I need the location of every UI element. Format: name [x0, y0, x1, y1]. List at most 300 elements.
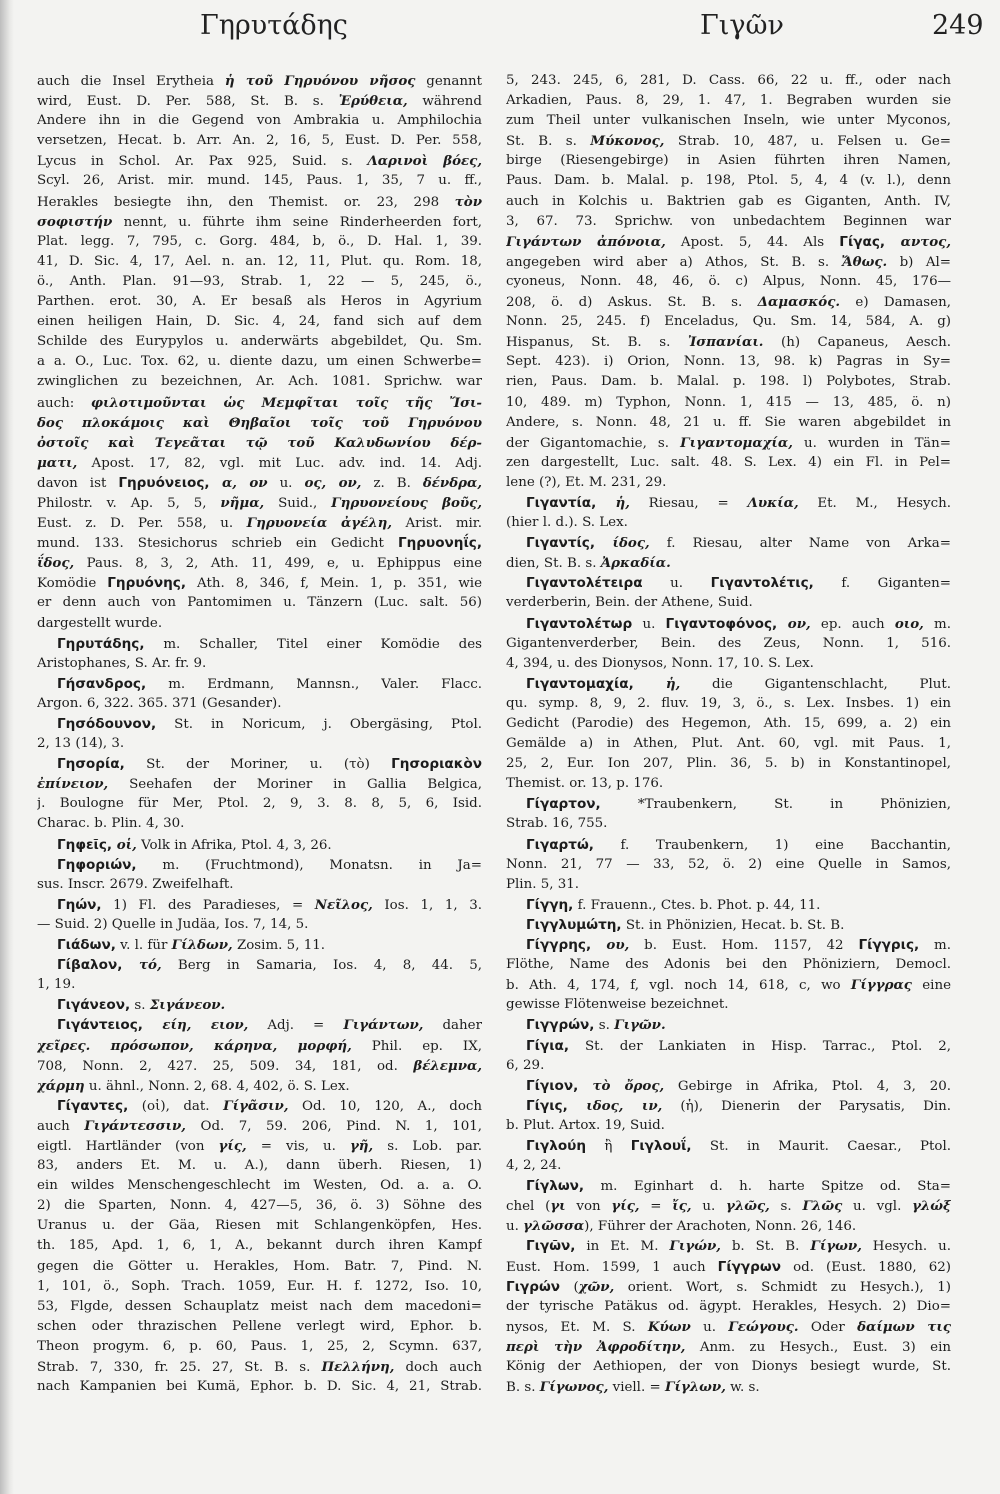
- headword: Γηών,: [57, 896, 102, 913]
- body-text: Od. 10, 120, A., doch: [288, 1098, 482, 1114]
- body-text: ein wildes Menschengeschlecht im Westen, Od. a. a. O.: [37, 1178, 482, 1194]
- entry-start-line: [506, 573, 951, 593]
- entry-start-line: [506, 1096, 951, 1116]
- greek-citation: Πελλήνη,: [321, 1359, 395, 1375]
- entry-start-line: [506, 533, 951, 553]
- text-line: [506, 694, 951, 714]
- text-line: [506, 1116, 951, 1136]
- body-text: u. vgl.: [842, 1199, 913, 1215]
- entry-start-line: [506, 1236, 951, 1256]
- entry-start-line: [37, 955, 482, 975]
- body-text: u.: [506, 1219, 524, 1235]
- text-line: [506, 192, 951, 212]
- greek-citation: δαίμων τις: [857, 1318, 951, 1335]
- body-text: Volk in Afrika, Ptol. 4, 3, 26.: [136, 837, 332, 853]
- text-line: [37, 312, 482, 332]
- entry-start-line: [506, 1136, 951, 1156]
- text-line: [37, 1337, 482, 1357]
- text-line: [506, 212, 951, 232]
- headword: Γιγῶν,: [526, 1238, 576, 1255]
- text-line: [37, 272, 482, 292]
- text-line: [37, 1257, 482, 1277]
- text-line: [506, 292, 951, 312]
- headword: Γίγγη,: [526, 896, 574, 913]
- greek-citation: ἡ,: [633, 675, 681, 692]
- headword: Γίγια,: [526, 1037, 570, 1054]
- text-line: [37, 553, 482, 573]
- headword: Γησορία,: [57, 756, 125, 773]
- body-text: Nonn. 21, 77 — 33, 52, ö. 2) eine Quelle in Samos,: [506, 856, 951, 872]
- body-text: birge (Riesengebirge) in Asien führten ihren Namen,: [506, 153, 951, 169]
- body-text: m. Eginhart d. h. harte Spitze od. Sta=: [584, 1179, 951, 1195]
- left-column: [37, 71, 482, 1397]
- body-text: od. (Eust. 1880, 62): [780, 1259, 951, 1275]
- headword: Γίγγρης,: [526, 937, 592, 954]
- body-text: 2, 13 (14), 3.: [37, 736, 125, 752]
- body-text: Scyl. 26, Arist. mir. mund. 145, Paus. 1, 35, 7 u. ff.,: [37, 173, 482, 189]
- entry-start-line: [37, 754, 482, 774]
- body-text: Arkadien, Paus. 8, 29, 1. 47, 1. Begraben wurden sie: [506, 93, 951, 109]
- text-line: [37, 131, 482, 151]
- body-text: chel (: [506, 1199, 551, 1215]
- greek-citation: Νεῖλος,: [314, 896, 373, 913]
- headword: Γησόδουνον,: [57, 716, 157, 732]
- greek-citation: Γίγᾶσιν,: [223, 1097, 289, 1114]
- body-text: 10, 489. m) Typhon, Nonn. 1, 415 — 13, 485, ö. n): [506, 394, 951, 410]
- body-text: Uranus u. der Gäa, Riesen mit Schlangenköpfen, Hes.: [37, 1218, 482, 1234]
- text-line: [37, 1136, 482, 1156]
- body-text: Nonn. 25, 245. f) Enceladus, Qu. Sm. 14, 584, A. g): [506, 314, 951, 330]
- text-line: [506, 272, 951, 292]
- text-line: [37, 393, 482, 413]
- text-line: [506, 372, 951, 392]
- text-line: [506, 1156, 951, 1176]
- body-text: Berg in Samaria, Ios. 4, 8, 44. 5,: [161, 958, 482, 974]
- entry-start-line: [506, 1076, 951, 1096]
- greek-citation: Γίγωνος,: [539, 1379, 609, 1396]
- text-line: [37, 593, 482, 613]
- text-line: [506, 1056, 951, 1076]
- body-text: 4, 2, 24.: [506, 1158, 562, 1174]
- text-line: [506, 814, 951, 834]
- body-text: Plat. legg. 7, 795, c. Gorg. 484, b, ö., D. Hal. 1, 39.: [37, 233, 482, 249]
- text-line: [37, 814, 482, 834]
- body-text: m.: [919, 938, 951, 954]
- text-line: [506, 433, 951, 453]
- body-text: s. Lob. par.: [373, 1138, 482, 1154]
- body-text: Zosim. 5, 11.: [232, 938, 326, 954]
- greek-citation: ίδος,: [595, 535, 650, 552]
- text-line: [506, 975, 951, 995]
- headword: Γηφεῖς,: [57, 836, 113, 853]
- entry-start-line: [506, 493, 951, 513]
- text-line: [506, 513, 951, 533]
- headword: Γησοριακὸν: [391, 756, 482, 773]
- greek-citation: ου,: [591, 937, 630, 954]
- greek-citation: γλώξ: [912, 1198, 951, 1215]
- entry-start-line: [506, 614, 951, 634]
- greek-citation: Γίλδων,: [171, 937, 233, 954]
- body-text: der tyrische Patäkus od. ägypt. Herakles, Hesych. 2) Dio=: [506, 1298, 951, 1314]
- headword: Γήσανδρος,: [57, 675, 147, 692]
- body-text: St. in Maurit. Caesar., Ptol.: [691, 1138, 951, 1154]
- body-text: Schilde des Eurypylos u. anderwärts abgebildet, Qu. Sm.: [37, 334, 482, 350]
- body-text: 1, 101, ö., Soph. Trach. 1059, Eur. H. f. 1272, Iso. 10,: [37, 1278, 482, 1294]
- body-text: Oder: [798, 1319, 858, 1335]
- body-text: von: [565, 1199, 612, 1215]
- body-text: Gedicht (Parodie) des Hegemon, Ath. 15, 699, a. 2) ein: [506, 716, 951, 731]
- body-text: Adj. =: [248, 1018, 344, 1034]
- body-text: Gigantenverderber, Bein. des Zeus, Nonn. 1, 516.: [506, 635, 951, 651]
- entry-start-line: [37, 1015, 482, 1035]
- body-text: s.: [769, 1199, 803, 1215]
- text-line: [506, 634, 951, 654]
- body-text: b. Plut. Artox. 19, Suid.: [506, 1117, 665, 1133]
- body-text: w. s.: [725, 1380, 760, 1396]
- text-line: [37, 212, 482, 232]
- greek-citation: γλῶς,: [725, 1198, 770, 1215]
- body-text: Phil. ep. IX,: [351, 1038, 482, 1054]
- text-line: [506, 151, 951, 171]
- greek-citation: Δαμασκός.: [757, 294, 841, 311]
- body-text: einen heiligen Hain, D. Sic. 4, 24, fand sich auf dem: [37, 314, 482, 330]
- body-text: 83, anders Et. M. u. A.), dann überh. Riesen, 1): [37, 1158, 482, 1174]
- body-text: Plin. 5, 31.: [506, 876, 580, 892]
- text-line: [37, 1236, 482, 1256]
- greek-citation: Ἀρκαδία.: [600, 555, 671, 572]
- body-text: der Gigantomachie, s.: [506, 435, 681, 451]
- text-line: [506, 111, 951, 131]
- text-line: [506, 232, 951, 252]
- greek-citation: σοφιστήν: [37, 213, 113, 230]
- entry-start-line: [506, 1176, 951, 1196]
- text-line: [37, 1357, 482, 1377]
- headword: Γηρυτάδης,: [57, 635, 145, 652]
- headword: Γίγιον,: [526, 1077, 579, 1094]
- body-text: sus. Inscr. 2679. Zweifelhaft.: [37, 876, 234, 892]
- greek-citation: ον,: [777, 615, 811, 632]
- text-line: [506, 1337, 951, 1357]
- text-line: [37, 1036, 482, 1056]
- body-text: verderberin, Bein. der Athene, Suid.: [506, 595, 753, 611]
- page-header: [0, 4, 1000, 54]
- body-text: die Gigantenschlacht, Plut.: [680, 676, 951, 692]
- body-text: m. Erdmann, Mannsn., Valer. Flacc.: [146, 676, 482, 692]
- headword: Γιγαντολέτωρ: [526, 615, 633, 632]
- body-text: rien, Paus. Dam. b. Malal. p. 198. l) Polybotes, Strab.: [506, 374, 951, 390]
- body-text: ö., Anth. Plan. 91—93, Strab. 1, 22 — 5, 245, ö.,: [37, 273, 482, 289]
- greek-citation: Κύων: [647, 1318, 691, 1335]
- greek-citation: Λαρινοὶ βόες,: [367, 153, 482, 170]
- body-text: (h) Capaneus, Aesch.: [763, 335, 951, 351]
- body-text: ep. auch: [810, 616, 895, 632]
- headword: Γιγγλυμώτη,: [526, 916, 622, 933]
- text-line: [37, 151, 482, 171]
- body-text: u. wurden in Tän=: [792, 435, 951, 451]
- body-text: Ios. 1, 1, 3.: [372, 897, 482, 913]
- entry-start-line: [37, 835, 482, 855]
- text-line: [506, 1196, 951, 1216]
- text-line: [37, 332, 482, 352]
- text-line: [506, 995, 951, 1015]
- body-text: St. der Lankiaten in Hisp. Tarrac., Ptol. 2,: [569, 1038, 951, 1054]
- greek-citation: Γεώγους.: [728, 1318, 799, 1335]
- text-line: [37, 794, 482, 814]
- body-text: cyoneus, Nonn. 48, 46, ö. c) Alpus, Nonn. 45, 176—: [506, 273, 951, 289]
- body-text: 6, 29.: [506, 1057, 545, 1073]
- text-line: [506, 1357, 951, 1377]
- greek-citation: Γιγών,: [669, 1238, 721, 1255]
- headword: Γιγαρτώ,: [526, 836, 594, 853]
- body-text: er denn auch von Pantomimen u. Tänzern (Luc. salt. 56): [37, 595, 482, 611]
- body-text: versetzen, Hecat. b. Arr. An. 2, 16, 5, Eust. D. Per. 558,: [37, 133, 482, 149]
- greek-citation: Γηρυονείους βοῦς,: [331, 494, 482, 511]
- body-text: nysos, Et. M. S.: [506, 1319, 648, 1335]
- text-line: [506, 875, 951, 895]
- greek-citation: Γίγων,: [810, 1238, 862, 1255]
- entry-start-line: [37, 674, 482, 694]
- body-text: u. ähnl., Nonn. 2, 68. 4, 402, ö. S. Lex.: [84, 1078, 350, 1094]
- entry-start-line: [506, 915, 951, 935]
- text-line: [37, 915, 482, 935]
- body-text: davon ist: [37, 475, 119, 491]
- text-line: [37, 1056, 482, 1076]
- headword: Γιγλούη: [526, 1137, 587, 1154]
- body-text: nach Kampanien bei Kumä, Ephor. b. D. Sic. 4, 21, Strab.: [37, 1379, 482, 1395]
- body-text: Hispanus, St. B. s.: [506, 335, 688, 351]
- body-text: wird, Eust. D. Per. 588, St. B. s.: [37, 94, 339, 110]
- body-text: qu. symp. 8, 9, 2. fluv. 19, 3, ö., s. Lex. Insbes. 1) ein: [506, 695, 951, 711]
- body-text: b. Eust. Hom. 1157, 42: [629, 938, 859, 954]
- greek-citation: Γιγαντομαχία,: [680, 434, 793, 451]
- entry-start-line: [506, 935, 951, 955]
- body-text: daher: [423, 1018, 482, 1034]
- text-line: [37, 1297, 482, 1317]
- body-text: (ἡ), Dienerin der Parysatis, Din.: [662, 1098, 951, 1114]
- body-text: schen oder thrazischen Pellene verlegt wird, Ephor. b.: [37, 1318, 482, 1334]
- body-text: 1, 19.: [37, 977, 76, 993]
- body-text: Strab. 10, 487, u. Felsen u. Ge=: [664, 134, 951, 150]
- body-text: auch: [37, 1118, 85, 1134]
- body-text: z. B.: [361, 475, 423, 491]
- greek-citation: δος πλοκάμοις καὶ Θηβαῖοι τοῖς τοῦ Γηρυόνου: [37, 414, 482, 431]
- body-text: u.: [690, 1319, 729, 1335]
- text-line: [37, 111, 482, 131]
- body-text: Argon. 6, 322. 365. 371 (Gesander).: [37, 695, 282, 711]
- text-line: [506, 1257, 951, 1277]
- body-text: Od. 7, 59. 206, Pind. N. 1, 101,: [185, 1118, 482, 1134]
- entry-start-line: [506, 1015, 951, 1035]
- body-text: e) Damasen,: [840, 295, 951, 311]
- headword: Γιάδων,: [57, 937, 116, 954]
- headword: Γιγρών: [506, 1278, 561, 1295]
- body-text: Apost. 17, 82, vgl. mit Luc. adv. ind. 14. Adj.: [77, 455, 482, 471]
- body-text: auch in Kolchis u. Baktrien gab es Giganten, Anth. IV,: [506, 193, 951, 209]
- body-text: = vis, u.: [246, 1138, 350, 1154]
- headword: Γίγγρων: [717, 1258, 781, 1275]
- body-text: Strab. 7, 330, fr. 25. 27, St. B. s.: [37, 1360, 322, 1375]
- body-text: Andere ihn in die Gegend von Ambrakia u. Amphilochia: [37, 113, 482, 129]
- text-line: [506, 413, 951, 433]
- greek-citation: βέλεμνα,: [413, 1057, 482, 1074]
- body-text: f. Giganten=: [813, 576, 951, 592]
- text-line: [37, 573, 482, 593]
- left-guideword: Γηρυτάδης: [200, 10, 348, 41]
- body-text: orient. Wort, s. Schmidt zu Hesych.), 1): [614, 1279, 951, 1295]
- text-line: [37, 372, 482, 392]
- headword: Γίγγρις,: [858, 937, 920, 954]
- body-text: (: [560, 1279, 579, 1295]
- body-text: eine: [911, 978, 951, 994]
- greek-citation: Γιγάντων,: [343, 1017, 424, 1034]
- right-column: [506, 71, 951, 1397]
- body-text: Gemälde a) in Athen, Plut. Ant. 60, vgl. mit Paus. 1,: [506, 736, 951, 752]
- body-text: a a. O., Luc. Tox. 62, u. diente dazu, um einen Schwerbe=: [37, 354, 482, 370]
- body-text: St. B. s.: [506, 134, 591, 150]
- text-line: [37, 774, 482, 794]
- body-text: ), Führer der Arachoten, Nonn. 26, 146.: [584, 1219, 857, 1235]
- body-text: Eust. Hom. 1599, 1 auch: [506, 1259, 718, 1275]
- entry-start-line: [506, 674, 951, 694]
- greek-citation: τό,: [122, 957, 162, 974]
- body-text: viell. =: [608, 1380, 665, 1396]
- right-guideword: Γιγῶν: [700, 10, 784, 41]
- text-line: [37, 875, 482, 895]
- text-line: [506, 1317, 951, 1337]
- body-text: auch die Insel Erytheia: [37, 74, 225, 89]
- text-line: [37, 513, 482, 533]
- text-line: [37, 352, 482, 372]
- body-text: zen dargestellt, Luc. salt. 48. S. Lex. 4) ein Fl. in Pel=: [506, 454, 951, 470]
- text-line: [506, 352, 951, 372]
- body-text: Gebirge in Afrika, Ptol. 4, 3, 20.: [664, 1078, 951, 1094]
- greek-citation: γίς,: [218, 1137, 247, 1154]
- greek-citation: αντος,: [885, 233, 951, 250]
- greek-citation: χεῖρες. πρόσωπον, κάρηνα, μορφή,: [37, 1037, 352, 1054]
- text-line: [506, 1377, 951, 1397]
- body-text: 708, Nonn. 2, 427. 25, 509. 34, 181, od.: [37, 1058, 414, 1074]
- body-text: doch auch: [394, 1360, 482, 1375]
- body-text: j. Boulogne für Mer, Ptol. 2, 9, 3. 8. 8, 5, 6, Isid.: [37, 796, 482, 812]
- body-text: Suid.,: [264, 495, 332, 511]
- body-text: b. Ath. 4, 174, f, vgl. noch 14, 618, c, wo: [506, 978, 851, 994]
- body-text: (οἱ), dat.: [128, 1098, 224, 1114]
- text-line: [37, 1317, 482, 1337]
- greek-citation: ἡ,: [596, 494, 630, 511]
- entry-start-line: [37, 855, 482, 875]
- greek-citation: ὀστοῖς καὶ Τεγεᾶται τῷ τοῦ Καλυδωνίου δέρ-: [37, 434, 482, 451]
- greek-citation: οιο,: [894, 615, 924, 632]
- text-line: [506, 252, 951, 272]
- greek-citation: περὶ τὴν Ἀφροδίτην,: [506, 1338, 686, 1355]
- body-text: in Et. M.: [575, 1239, 670, 1255]
- text-line: [37, 1277, 482, 1297]
- text-line: [37, 1176, 482, 1196]
- body-text: Herakles besiegte ihn, den Themist. or. 23, 298: [37, 194, 455, 210]
- entry-start-line: [506, 1036, 951, 1056]
- greek-citation: ἡ τοῦ Γηρυόνου νῆσος: [224, 73, 416, 89]
- entry-start-line: [506, 835, 951, 855]
- body-text: u.: [267, 475, 305, 491]
- greek-citation: Γιγῶν.: [614, 1017, 666, 1034]
- body-text: zum Theil unter vulkanischen Inseln, wie unter Myconos,: [506, 113, 951, 129]
- body-text: St. in Phönizien, Hecat. b. St. B.: [621, 917, 845, 933]
- text-line: [506, 654, 951, 674]
- body-text: 41, D. Sic. 4, 17, Ael. n. an. 12, 11, Plut. qu. Rom. 18,: [37, 253, 482, 269]
- headword: Γίγλων,: [526, 1178, 585, 1195]
- greek-citation: γίς,: [611, 1198, 640, 1215]
- greek-citation: οἱ,: [112, 836, 137, 853]
- greek-citation: χῶν,: [578, 1278, 615, 1295]
- body-text: 5, 243. 245, 6, 281, D. Cass. 66, 22 u. ff., oder nach: [506, 73, 951, 88]
- text-line: [37, 493, 482, 513]
- headword: Γίγαρτον,: [526, 796, 601, 813]
- headword: Γηρυονηΐς,: [397, 535, 482, 552]
- text-line: [37, 734, 482, 754]
- headword: Γηρυόνης,: [107, 575, 187, 592]
- headword: Γίβαλον,: [57, 957, 123, 974]
- headword: Γίγις,: [526, 1097, 568, 1114]
- body-text: m.: [923, 616, 951, 632]
- text-line: [37, 533, 482, 553]
- body-text: eigtl. Hartländer (von: [37, 1138, 219, 1154]
- greek-citation: Σιγάνεον.: [149, 997, 226, 1014]
- headword: Γηρυόνειος,: [118, 474, 210, 491]
- headword: Γιγγρών,: [526, 1017, 595, 1034]
- headword: Γίγας,: [839, 233, 886, 250]
- text-line: [506, 171, 951, 191]
- body-text: angegeben wird aber a) Athos, St. B. s.: [506, 254, 842, 270]
- greek-citation: ἐπίνειον,: [37, 776, 109, 793]
- entry-start-line: [37, 634, 482, 654]
- body-text: Theon progym. 6, p. 60, Paus. 1, 25, 2, Scymn. 637,: [37, 1338, 482, 1354]
- headword: Γιγάνεον,: [57, 997, 131, 1014]
- body-text: f. Traubenkern, 1) eine Bacchantin,: [593, 837, 951, 853]
- body-text: u.: [632, 616, 666, 632]
- text-line: [37, 171, 482, 191]
- text-line: [506, 453, 951, 473]
- body-text: dien, St. B. s.: [506, 556, 601, 572]
- text-line: [506, 312, 951, 332]
- entry-start-line: [37, 935, 482, 955]
- body-text: Paus. Dam. b. Malal. p. 198, Ptol. 5, 4, 4 (v. l.), denn: [506, 173, 951, 189]
- body-text: B. s.: [506, 1380, 540, 1396]
- text-line: [506, 955, 951, 975]
- scan-binding-shadow: [0, 0, 14, 1494]
- greek-citation: φιλοτιμοῦνται ὡς Μεμφῖται τοῖς τῆς Ἴσι-: [90, 394, 482, 411]
- body-text: zwinglichen zu bezeichnen, Ar. Ach. 1081. Sprichw. war: [37, 374, 482, 390]
- text-line: [506, 91, 951, 111]
- greek-citation: νῆμα,: [220, 494, 265, 511]
- greek-citation: Γλῶς: [802, 1198, 843, 1215]
- body-text: genannt: [415, 74, 482, 89]
- body-text: Charac. b. Plin. 4, 30.: [37, 816, 185, 832]
- body-text: u.: [691, 1199, 726, 1215]
- text-line: [37, 614, 482, 634]
- body-text: während: [407, 94, 482, 110]
- body-text: (hier l. d.). S. Lex.: [506, 515, 628, 531]
- body-text: Ath. 8, 346, f, Mein. 1, p. 351, wie: [186, 576, 482, 592]
- body-text: Lycus in Schol. Ar. Pax 925, Suid. s.: [37, 154, 368, 170]
- body-text: Seehafen der Moriner in Gallia Belgica,: [108, 777, 482, 793]
- body-text: Komödie: [37, 576, 108, 592]
- body-text: mund. 133. Stesichorus schrieb ein Gedicht: [37, 536, 398, 552]
- body-text: s.: [130, 998, 150, 1014]
- body-text: Arist. mir.: [392, 516, 482, 532]
- text-line: [506, 332, 951, 352]
- greek-citation: ιδος, ιν,: [567, 1097, 663, 1114]
- greek-citation: Γιγάντεσσιν,: [84, 1117, 186, 1134]
